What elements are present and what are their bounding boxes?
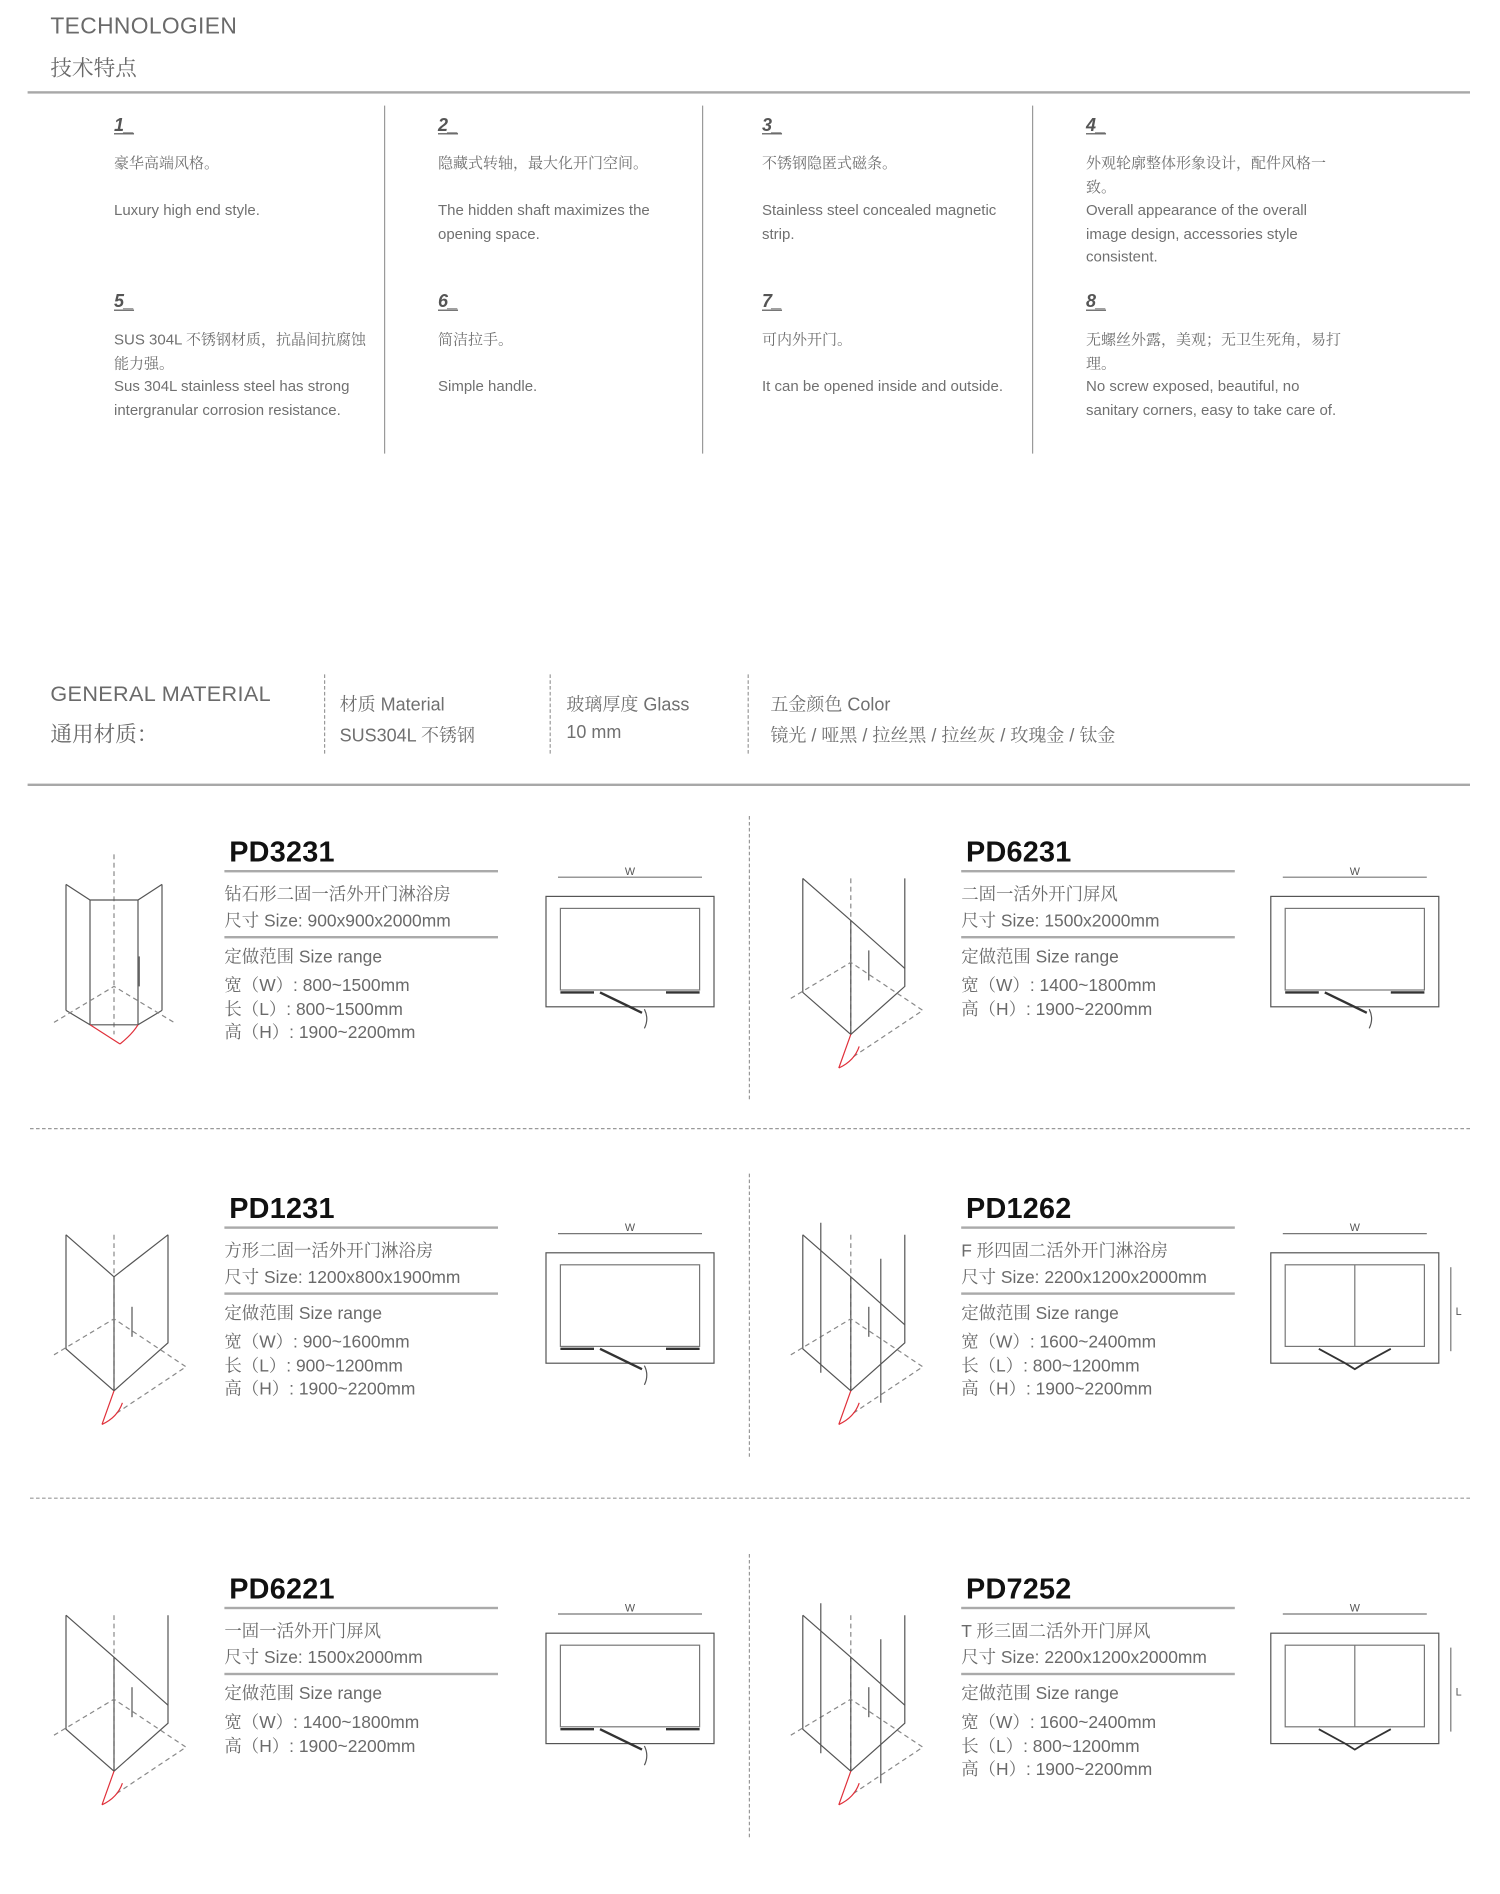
column-divider — [702, 106, 703, 454]
product-code: PD1231 — [229, 1192, 335, 1226]
glass-label: 玻璃厚度 Glass — [566, 694, 690, 716]
size-range-dimension: 长（L）: 900~1200mm — [224, 1356, 403, 1376]
feature-text-en: No screw exposed, beautiful, no sanitary corners, easy to take care of. — [1086, 378, 1337, 419]
product-description: F 形四固二活外开门淋浴房 — [961, 1242, 1169, 1262]
width-dimension-label: W — [624, 1602, 636, 1615]
size-range-label: 定做范围 Size range — [961, 1684, 1119, 1705]
glass-value: 10 mm — [566, 722, 622, 743]
material-divider — [550, 674, 551, 753]
width-dimension-label: W — [624, 865, 636, 878]
column-divider — [1032, 106, 1033, 454]
technologies-title-cn: 技术特点 — [50, 56, 137, 81]
width-dimension-label: W — [1349, 1222, 1360, 1235]
size-range-dimension: 宽（W）: 1400~1800mm — [224, 1713, 420, 1733]
product-code: PD3231 — [229, 836, 335, 869]
size-range-dimension: 宽（W）: 800~1500mm — [224, 976, 410, 997]
material-divider — [324, 674, 325, 753]
size-range-dimension: 宽（W）: 1400~1800mm — [961, 976, 1157, 997]
technologies-title-en: TECHNOLOGIEN — [50, 14, 238, 40]
size-divider — [961, 1292, 1235, 1294]
size-range-dimension: 宽（W）: 1600~2400mm — [961, 1333, 1157, 1353]
size-range-label: 定做范围 Size range — [961, 948, 1119, 968]
size-range-label: 定做范围 Size range — [961, 1304, 1119, 1324]
size-range-dimension: 宽（W）: 1600~2400mm — [961, 1713, 1157, 1733]
floor-plan-drawing — [546, 1600, 750, 1780]
section-divider — [28, 784, 1470, 786]
title-underline — [961, 1226, 1235, 1228]
product-description: 一固一活外开门屏风 — [224, 1622, 381, 1642]
floor-plan-drawing — [1271, 1219, 1475, 1399]
floor-plan-drawing — [546, 1219, 750, 1399]
size-divider — [224, 936, 498, 938]
size-range-dimension: 高（H）: 1900~2200mm — [961, 1000, 1153, 1020]
size-divider — [961, 1673, 1235, 1675]
width-dimension-label: W — [624, 1222, 636, 1235]
size-range-dimension: 长（L）: 800~1500mm — [224, 1000, 403, 1020]
feature-text-en: Luxury high end style. — [114, 201, 260, 219]
shower-3d-drawing — [785, 1591, 929, 1807]
material-title-en: GENERAL MATERIAL — [50, 681, 272, 706]
size-range-label: 定做范围 Size range — [224, 1684, 383, 1705]
length-dimension-label: L — [1455, 1686, 1462, 1699]
feature-number: 8_ — [1086, 291, 1107, 312]
size-range-dimension: 高（H）: 1900~2200mm — [961, 1380, 1153, 1400]
feature-text-en: Stainless steel concealed magnetic strip. — [762, 201, 997, 242]
size-range-dimension: 高（H）: 1900~2200mm — [224, 1380, 416, 1400]
product-code: PD7252 — [966, 1573, 1072, 1606]
feature-text-cn: 简洁拉手。 — [438, 331, 514, 348]
feature-text-cn: 可内外开门。 — [762, 331, 853, 348]
feature-text-cn: SUS 304L 不锈钢材质，抗晶间抗腐蚀能力强。 — [114, 331, 367, 372]
material-label: 材质 Material — [339, 694, 445, 716]
size-range-label: 定做范围 Size range — [224, 948, 383, 968]
feature-number: 1_ — [114, 115, 135, 136]
size-range-dimension: 高（H）: 1900~2200mm — [224, 1737, 416, 1757]
feature-number: 2_ — [438, 115, 459, 136]
feature-number: 7_ — [762, 291, 783, 312]
feature-text-cn: 无螺丝外露，美观；无卫生死角，易打理。 — [1086, 331, 1342, 372]
product-size: 尺寸 Size: 900x900x2000mm — [224, 912, 451, 932]
product-size: 尺寸 Size: 2200x1200x2000mm — [961, 1268, 1207, 1288]
size-range-dimension: 长（L）: 800~1200mm — [961, 1737, 1140, 1757]
feature-number: 5_ — [114, 291, 135, 312]
product-description: 方形二固一活外开门淋浴房 — [224, 1242, 434, 1262]
material-title-cn: 通用材质： — [50, 722, 159, 747]
title-underline — [961, 1607, 1235, 1609]
product-size: 尺寸 Size: 2200x1200x2000mm — [961, 1648, 1207, 1669]
size-range-dimension: 高（H）: 1900~2200mm — [224, 1023, 416, 1043]
feature-text-cn: 不锈钢隐匿式磁条。 — [762, 154, 898, 172]
floor-plan-drawing — [546, 863, 750, 1043]
shower-3d-drawing — [48, 854, 192, 1070]
feature-number: 4_ — [1086, 115, 1107, 136]
product-code: PD1262 — [966, 1192, 1072, 1226]
feature-text-cn: 外观轮廓整体形象设计，配件风格一致。 — [1086, 154, 1327, 196]
width-dimension-label: W — [1349, 865, 1360, 878]
size-range-label: 定做范围 Size range — [224, 1304, 383, 1324]
product-size: 尺寸 Size: 1500x2000mm — [224, 1648, 423, 1669]
shower-3d-drawing — [48, 1591, 192, 1807]
size-divider — [224, 1292, 498, 1294]
section-divider — [28, 91, 1470, 93]
color-label: 五金颜色 Color — [770, 694, 891, 716]
material-divider — [748, 674, 749, 753]
size-divider — [961, 936, 1235, 938]
floor-plan-drawing — [1271, 1600, 1475, 1780]
product-description: T 形三固二活外开门屏风 — [961, 1622, 1151, 1642]
product-code: PD6231 — [966, 836, 1072, 869]
shower-3d-drawing — [48, 1211, 192, 1427]
shower-3d-drawing — [785, 1211, 929, 1427]
product-row-divider — [30, 1128, 1470, 1129]
feature-number: 6_ — [438, 291, 459, 312]
shower-3d-drawing — [785, 854, 929, 1070]
column-divider — [384, 106, 385, 454]
material-value: SUS304L 不锈钢 — [339, 726, 475, 747]
size-range-dimension: 宽（W）: 900~1600mm — [224, 1333, 410, 1353]
length-dimension-label: L — [1455, 1306, 1462, 1319]
product-code: PD6221 — [229, 1573, 335, 1606]
title-underline — [224, 1607, 498, 1609]
width-dimension-label: W — [1349, 1602, 1360, 1615]
size-range-dimension: 长（L）: 800~1200mm — [961, 1356, 1140, 1376]
feature-number: 3_ — [762, 115, 783, 136]
feature-text-en: It can be opened inside and outside. — [762, 378, 1004, 395]
feature-text-cn: 豪华高端风格。 — [114, 154, 220, 172]
size-divider — [224, 1673, 498, 1675]
product-row-divider — [30, 1498, 1470, 1499]
feature-text-en: Sus 304L stainless steel has strong intergranular corrosion resistance. — [114, 378, 350, 419]
size-range-dimension: 高（H）: 1900~2200mm — [961, 1760, 1153, 1780]
feature-text-en: The hidden shaft maximizes the opening space. — [438, 201, 650, 242]
product-size: 尺寸 Size: 1500x2000mm — [961, 912, 1160, 932]
feature-text-cn: 隐藏式转轴，最大化开门空间。 — [438, 154, 649, 172]
color-value: 镜光 / 哑黑 / 拉丝黑 / 拉丝灰 / 玫瑰金 / 钛金 — [770, 726, 1116, 747]
title-underline — [224, 1226, 498, 1228]
floor-plan-drawing — [1271, 863, 1475, 1043]
feature-text-en: Overall appearance of the overall image design, accessories style consistent. — [1086, 201, 1307, 266]
product-size: 尺寸 Size: 1200x800x1900mm — [224, 1268, 461, 1288]
feature-text-en: Simple handle. — [438, 378, 538, 395]
product-description: 钻石形二固一活外开门淋浴房 — [224, 885, 451, 905]
title-underline — [224, 870, 498, 872]
product-description: 二固一活外开门屏风 — [961, 885, 1118, 905]
title-underline — [961, 870, 1235, 872]
